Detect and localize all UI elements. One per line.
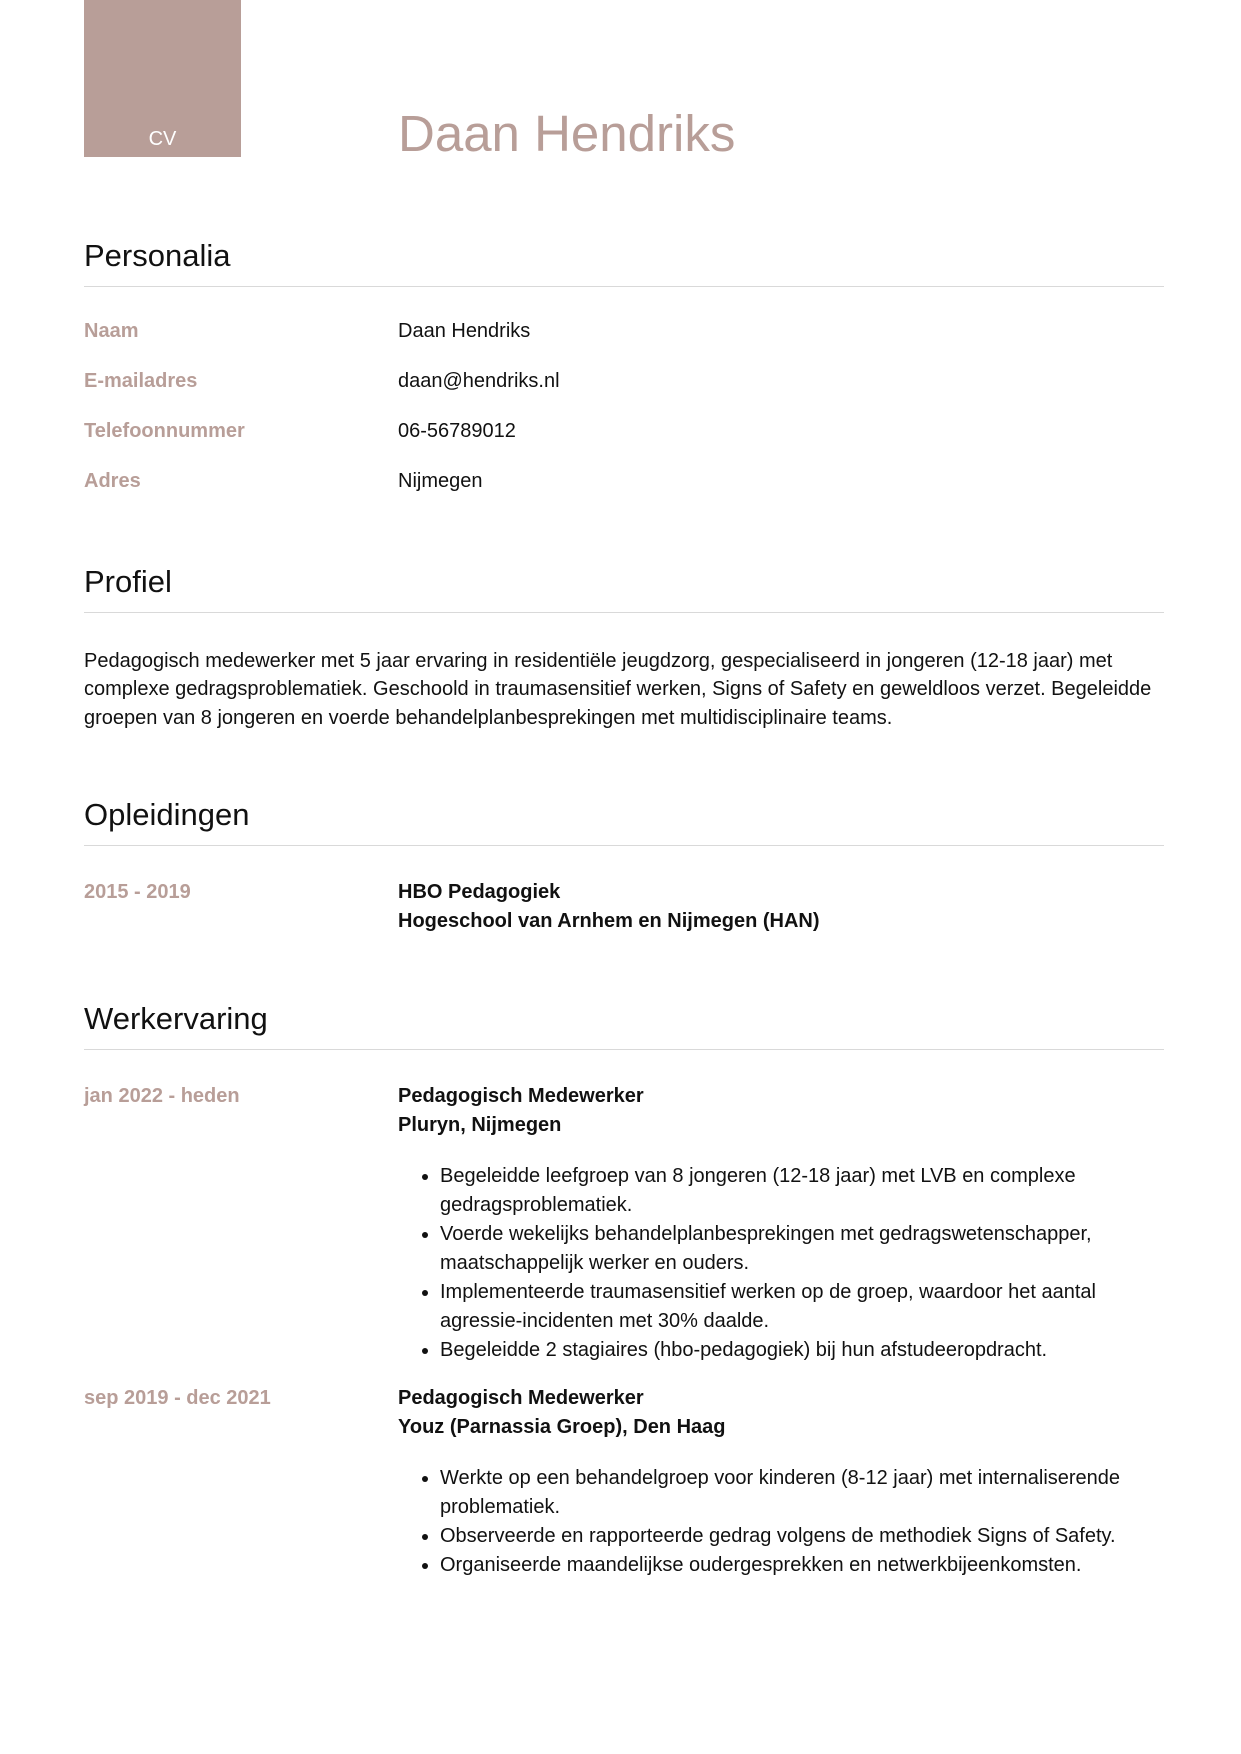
personalia-value: 06-56789012 (398, 419, 516, 442)
work-employer: Youz (Parnassia Groep), Den Haag (398, 1415, 726, 1438)
work-period: jan 2022 - heden (84, 1084, 240, 1107)
education-period: 2015 - 2019 (84, 880, 191, 903)
werkervaring-section (84, 1001, 1164, 1580)
work-bullet: • Observeerde en rapporteerde gedrag volgens de methodiek Signs of Safety. (440, 1522, 1164, 1551)
education-school: Hogeschool van Arnhem en Nijmegen (HAN) (398, 909, 820, 932)
opleidingen-section (84, 797, 1164, 936)
personalia-label: Adres (84, 469, 141, 492)
work-bullet: • Begeleidde leefgroep van 8 jongeren (12-18 jaar) met LVB en complexe gedragsproblematiek. (440, 1162, 1164, 1220)
work-bullet: • Voerde wekelijks behandelplanbesprekingen met gedragswetenschapper, maatschappelijk werker en ouders. (440, 1220, 1164, 1278)
personalia-value: Nijmegen (398, 469, 483, 492)
work-role: Pedagogisch Medewerker (398, 1386, 644, 1409)
profiel-text: Pedagogisch medewerker met 5 jaar ervaring in residentiële jeugdzorg, gespecialiseerd in jongeren (12-18 jaar) met complexe gedragsproblematiek. Geschoold in traumasensitief werken, Signs of Safety en geweldloos verzet. Begeleidde groepen van 8 jongeren en voerde behandelplanbesprekingen met multidisciplinaire teams. (84, 649, 1152, 729)
work-bullet-list (398, 1464, 1164, 1580)
profiel-heading: Profiel (84, 564, 1164, 613)
personalia-row-naam (84, 320, 1164, 370)
personalia-row-email (84, 370, 1164, 420)
work-entry (84, 1082, 1164, 1365)
opleidingen-heading: Opleidingen (84, 797, 1164, 846)
werkervaring-heading: Werkervaring (84, 1001, 1164, 1050)
work-bullet-list (398, 1162, 1164, 1365)
work-period: sep 2019 - dec 2021 (84, 1386, 271, 1409)
personalia-heading: Personalia (84, 238, 1164, 287)
personalia-value: daan@hendriks.nl (398, 369, 560, 392)
work-bullet: • Organiseerde maandelijkse oudergesprekken en netwerkbijeenkomsten. (440, 1551, 1164, 1580)
personalia-table (84, 320, 1164, 520)
education-degree: HBO Pedagogiek (398, 880, 561, 903)
education-entry (84, 878, 1164, 936)
personalia-value: Daan Hendriks (398, 319, 531, 342)
personalia-row-adres (84, 470, 1164, 520)
work-entry (84, 1384, 1164, 1580)
cv-badge-label: CV (148, 128, 177, 150)
personalia-row-telefoon (84, 420, 1164, 470)
profiel-section (84, 564, 1164, 732)
personalia-label: E-mailadres (84, 369, 198, 392)
work-bullet: • Implementeerde traumasensitief werken op de groep, waardoor het aantal agressie-incidenten met 30% daalde. (440, 1278, 1164, 1336)
cv-badge (84, 0, 241, 157)
personalia-label: Naam (84, 319, 139, 342)
personalia-section (84, 238, 1164, 520)
work-bullet: • Begeleidde 2 stagiaires (hbo-pedagogiek) bij hun afstudeeropdracht. (440, 1336, 1164, 1365)
personalia-label: Telefoonnummer (84, 419, 245, 442)
work-bullet: • Werkte op een behandelgroep voor kinderen (8-12 jaar) met internaliserende problematiek. (440, 1464, 1164, 1522)
work-employer: Pluryn, Nijmegen (398, 1113, 562, 1136)
candidate-name-title: Daan Hendriks (398, 105, 736, 162)
work-role: Pedagogisch Medewerker (398, 1084, 644, 1107)
